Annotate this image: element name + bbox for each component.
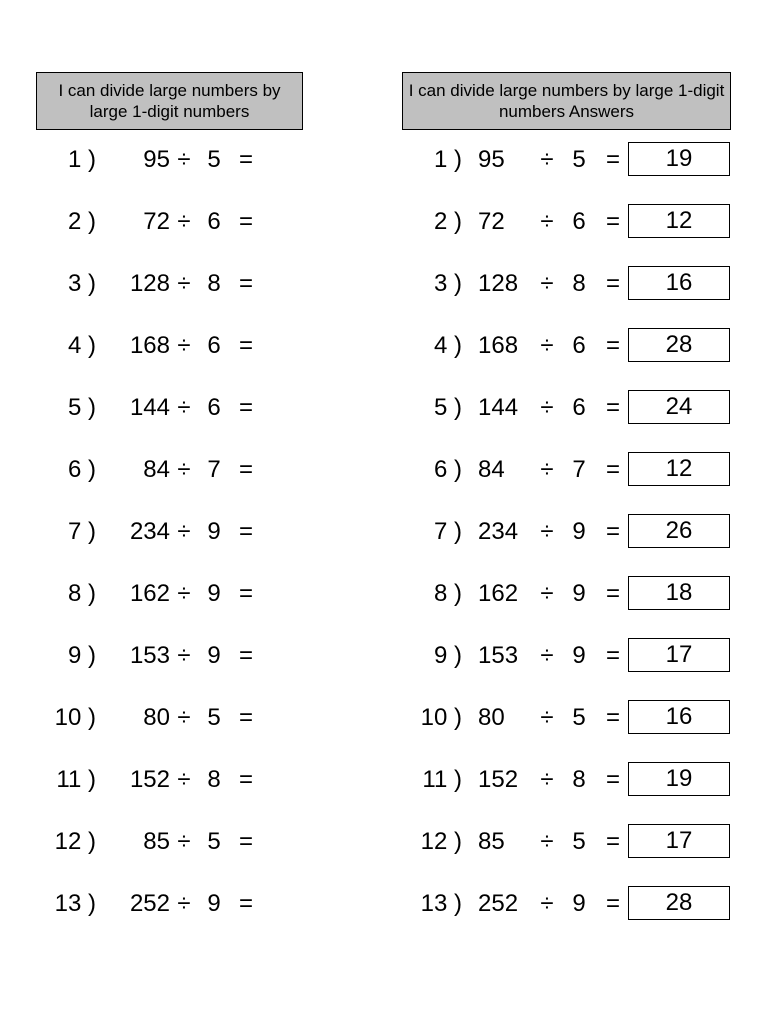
equals-sign: =: [238, 890, 253, 917]
answer-divide-sign: ÷: [540, 580, 554, 607]
problem-label: 2 ): [67, 208, 96, 235]
answer-problem-label: 3 ): [433, 270, 462, 297]
problem-row: [0, 202, 768, 242]
answer-divide-sign: ÷: [540, 766, 554, 793]
problem-dividend: 95: [143, 146, 170, 173]
answer-dividend: 84: [478, 456, 505, 483]
problem-dividend: 168: [129, 332, 170, 359]
problem-label: 7 ): [67, 518, 96, 545]
problem-divisor: 9: [207, 580, 221, 607]
problem-dividend: 128: [129, 270, 170, 297]
problem-divisor: 5: [207, 146, 221, 173]
divide-sign: ÷: [177, 456, 191, 483]
equals-sign: =: [238, 208, 253, 235]
answer-problem-label: 5 ): [433, 394, 462, 421]
answer-divide-sign: ÷: [540, 270, 554, 297]
answer-problem-label: 4 ): [433, 332, 462, 359]
answer-dividend: 95: [478, 146, 505, 173]
answer-problem-label: 6 ): [433, 456, 462, 483]
problem-divisor: 5: [207, 828, 221, 855]
problem-dividend: 162: [129, 580, 170, 607]
answer-divide-sign: ÷: [540, 332, 554, 359]
problem-row: [0, 884, 768, 924]
answer-problem-label: 7 ): [433, 518, 462, 545]
answer-divisor: 6: [572, 394, 586, 421]
answer-problem-label: 10 ): [420, 704, 462, 731]
problem-dividend: 84: [143, 456, 170, 483]
divide-sign: ÷: [177, 642, 191, 669]
answer-problem-label: 12 ): [420, 828, 462, 855]
worksheet-title: [36, 72, 303, 130]
answer-dividend: 252: [478, 890, 519, 917]
answer-box: 12: [628, 452, 730, 486]
divide-sign: ÷: [177, 580, 191, 607]
answer-box: 18: [628, 576, 730, 610]
answer-divide-sign: ÷: [540, 394, 554, 421]
problem-row: [0, 326, 768, 366]
problem-dividend: 85: [143, 828, 170, 855]
problem-divisor: 9: [207, 642, 221, 669]
answer-divisor: 5: [572, 704, 586, 731]
answer-divisor: 6: [572, 208, 586, 235]
problem-divisor: 6: [207, 332, 221, 359]
answer-dividend: 128: [478, 270, 519, 297]
equals-sign: =: [238, 146, 253, 173]
answers-title-text: I can divide large numbers by large 1-digit numbers Answers: [408, 81, 725, 121]
answer-divisor: 9: [572, 580, 586, 607]
problem-row: [0, 698, 768, 738]
divide-sign: ÷: [177, 208, 191, 235]
answer-dividend: 162: [478, 580, 519, 607]
problem-dividend: 72: [143, 208, 170, 235]
answer-equals-sign: =: [605, 704, 620, 731]
equals-sign: =: [238, 828, 253, 855]
answer-divide-sign: ÷: [540, 828, 554, 855]
answer-divisor: 5: [572, 828, 586, 855]
problem-row: [0, 450, 768, 490]
answer-box: 17: [628, 638, 730, 672]
answer-equals-sign: =: [605, 394, 620, 421]
answer-problem-label: 1 ): [433, 146, 462, 173]
equals-sign: =: [238, 270, 253, 297]
answer-divisor: 8: [572, 766, 586, 793]
answer-divide-sign: ÷: [540, 890, 554, 917]
answer-box: 17: [628, 824, 730, 858]
answer-dividend: 85: [478, 828, 505, 855]
answer-dividend: 152: [478, 766, 519, 793]
answer-problem-label: 2 ): [433, 208, 462, 235]
problem-row: [0, 822, 768, 862]
problem-divisor: 8: [207, 766, 221, 793]
answer-box: 28: [628, 328, 730, 362]
equals-sign: =: [238, 766, 253, 793]
answer-divide-sign: ÷: [540, 456, 554, 483]
answer-problem-label: 9 ): [433, 642, 462, 669]
answer-divisor: 6: [572, 332, 586, 359]
problem-label: 1 ): [67, 146, 96, 173]
answer-divide-sign: ÷: [540, 146, 554, 173]
problem-label: 6 ): [67, 456, 96, 483]
problem-divisor: 6: [207, 394, 221, 421]
problem-label: 13 ): [54, 890, 96, 917]
problem-dividend: 152: [129, 766, 170, 793]
equals-sign: =: [238, 580, 253, 607]
problem-divisor: 6: [207, 208, 221, 235]
answer-divisor: 5: [572, 146, 586, 173]
answer-divisor: 9: [572, 642, 586, 669]
equals-sign: =: [238, 456, 253, 483]
problem-row: [0, 512, 768, 552]
problem-row: [0, 140, 768, 180]
problem-dividend: 153: [129, 642, 170, 669]
problem-row: [0, 636, 768, 676]
answer-equals-sign: =: [605, 332, 620, 359]
answer-problem-label: 11 ): [422, 766, 462, 793]
problem-divisor: 9: [207, 890, 221, 917]
equals-sign: =: [238, 704, 253, 731]
problem-label: 4 ): [67, 332, 96, 359]
problem-row: [0, 574, 768, 614]
answer-divide-sign: ÷: [540, 208, 554, 235]
answer-equals-sign: =: [605, 146, 620, 173]
answer-dividend: 144: [478, 394, 519, 421]
answer-equals-sign: =: [605, 518, 620, 545]
answer-box: 12: [628, 204, 730, 238]
divide-sign: ÷: [177, 270, 191, 297]
answer-equals-sign: =: [605, 766, 620, 793]
equals-sign: =: [238, 642, 253, 669]
problem-divisor: 8: [207, 270, 221, 297]
problem-divisor: 9: [207, 518, 221, 545]
answer-divide-sign: ÷: [540, 642, 554, 669]
answer-dividend: 72: [478, 208, 505, 235]
answer-equals-sign: =: [605, 580, 620, 607]
answers-title: [402, 72, 731, 130]
problem-label: 10 ): [54, 704, 96, 731]
answer-box: 26: [628, 514, 730, 548]
divide-sign: ÷: [177, 890, 191, 917]
worksheet-title-text: I can divide large numbers by large 1-digit numbers: [58, 81, 281, 121]
problem-label: 5 ): [67, 394, 96, 421]
answer-box: 19: [628, 762, 730, 796]
divide-sign: ÷: [177, 766, 191, 793]
divide-sign: ÷: [177, 394, 191, 421]
answer-box: 24: [628, 390, 730, 424]
problem-dividend: 252: [129, 890, 170, 917]
answer-divisor: 9: [572, 518, 586, 545]
answer-equals-sign: =: [605, 642, 620, 669]
problem-dividend: 144: [129, 394, 170, 421]
problem-label: 12 ): [54, 828, 96, 855]
answer-dividend: 234: [478, 518, 519, 545]
equals-sign: =: [238, 518, 253, 545]
answer-equals-sign: =: [605, 828, 620, 855]
problem-divisor: 5: [207, 704, 221, 731]
problem-label: 3 ): [67, 270, 96, 297]
answer-problem-label: 13 ): [420, 890, 462, 917]
problem-label: 8 ): [67, 580, 96, 607]
divide-sign: ÷: [177, 704, 191, 731]
answer-equals-sign: =: [605, 208, 620, 235]
answer-divisor: 7: [572, 456, 586, 483]
divide-sign: ÷: [177, 332, 191, 359]
divide-sign: ÷: [177, 518, 191, 545]
problem-row: [0, 760, 768, 800]
answer-box: 19: [628, 142, 730, 176]
answer-box: 16: [628, 266, 730, 300]
problem-dividend: 80: [143, 704, 170, 731]
equals-sign: =: [238, 332, 253, 359]
equals-sign: =: [238, 394, 253, 421]
problem-divisor: 7: [207, 456, 221, 483]
answer-equals-sign: =: [605, 456, 620, 483]
problem-label: 9 ): [67, 642, 96, 669]
answer-box: 16: [628, 700, 730, 734]
answer-divide-sign: ÷: [540, 704, 554, 731]
problem-row: [0, 264, 768, 304]
answer-box: 28: [628, 886, 730, 920]
answer-problem-label: 8 ): [433, 580, 462, 607]
answer-dividend: 153: [478, 642, 519, 669]
answer-equals-sign: =: [605, 890, 620, 917]
problem-label: 11 ): [56, 766, 96, 793]
answer-equals-sign: =: [605, 270, 620, 297]
answer-divisor: 9: [572, 890, 586, 917]
divide-sign: ÷: [177, 146, 191, 173]
problem-row: [0, 388, 768, 428]
answer-dividend: 80: [478, 704, 505, 731]
divide-sign: ÷: [177, 828, 191, 855]
answer-divide-sign: ÷: [540, 518, 554, 545]
problem-dividend: 234: [129, 518, 170, 545]
answer-divisor: 8: [572, 270, 586, 297]
answer-dividend: 168: [478, 332, 519, 359]
